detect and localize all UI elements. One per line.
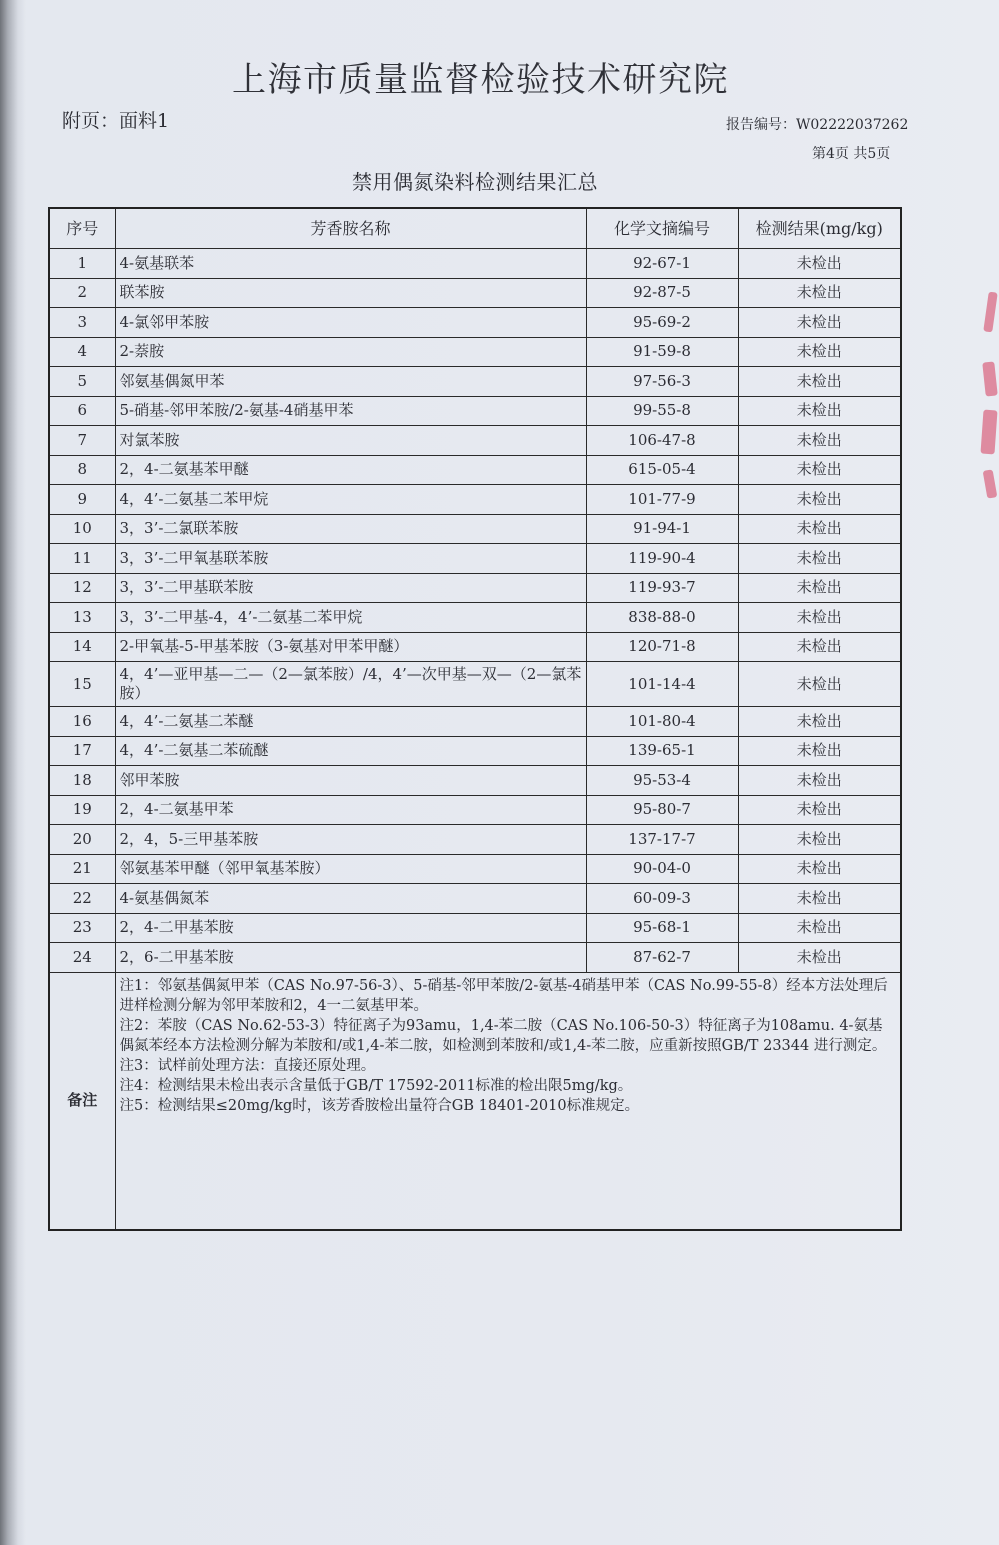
test-result-cell: 未检出 (738, 278, 901, 308)
amine-name-cell: 3，3’-二甲氧基联苯胺 (115, 544, 586, 574)
cas-number-cell: 615-05-4 (586, 455, 738, 485)
notes-content (115, 972, 901, 1230)
row-number-cell: 19 (49, 795, 115, 825)
note-item: 注2：苯胺（CAS No.62-53-3）特征离子为93amu，1,4-苯二胺（CAS No.106-50-3）特征离子为108amu. 4-氨基偶氮苯经本方法检测分解为苯胺和/或1,4-苯二胺，如检测到苯胺和/或1,4-苯二胺，应重新按照GB/T 23344 进行测定。 (119, 1017, 887, 1054)
amine-name-cell: 4，4’-二氨基二苯硫醚 (115, 736, 586, 766)
page-number: 第4页 共5页 (812, 146, 891, 162)
test-result-cell: 未检出 (738, 884, 901, 914)
test-result-cell: 未检出 (738, 795, 901, 825)
row-number-cell: 11 (49, 544, 115, 574)
test-result-cell: 未检出 (738, 426, 901, 456)
table-row (49, 707, 901, 737)
test-result-cell: 未检出 (738, 913, 901, 943)
cas-number-cell: 119-90-4 (586, 544, 738, 574)
cas-number-cell: 92-87-5 (586, 278, 738, 308)
row-number-cell: 5 (49, 367, 115, 397)
notes-list (120, 976, 897, 1116)
cas-number-cell: 838-88-0 (586, 603, 738, 633)
table-row (49, 736, 901, 766)
table-header-row (49, 208, 901, 249)
table-row (49, 249, 901, 279)
note-item: 注3：试样前处理方法：直接还原处理。 (119, 1057, 376, 1074)
amine-name-cell: 4-氨基偶氮苯 (115, 884, 586, 914)
cas-number-cell: 92-67-1 (586, 249, 738, 279)
cas-number-cell: 87-62-7 (586, 943, 738, 973)
row-number-cell: 17 (49, 736, 115, 766)
amine-name-cell: 3，3’-二氯联苯胺 (115, 514, 586, 544)
cas-number-cell: 95-68-1 (586, 913, 738, 943)
table-row (49, 455, 901, 485)
test-result-cell: 未检出 (738, 766, 901, 796)
amine-name-cell: 2，4-二氨基甲苯 (115, 795, 586, 825)
amine-name-cell: 4-氯邻甲苯胺 (115, 308, 586, 338)
test-result-cell: 未检出 (738, 337, 901, 367)
amine-name-cell: 4，4’-二氨基二苯醚 (115, 707, 586, 737)
table-row (49, 603, 901, 633)
row-number-cell: 1 (49, 249, 115, 279)
cas-number-cell: 101-14-4 (586, 662, 738, 707)
row-number-cell: 16 (49, 707, 115, 737)
note-item: 注5：检测结果≤20mg/kg时，该芳香胺检出量符合GB 18401-2010标准规定。 (119, 1097, 640, 1114)
cas-number-cell: 90-04-0 (586, 854, 738, 884)
amine-name-cell: 5-硝基-邻甲苯胺/2-氨基-4硝基甲苯 (115, 396, 586, 426)
table-row (49, 795, 901, 825)
row-number-cell: 24 (49, 943, 115, 973)
amine-name-cell: 2-萘胺 (115, 337, 586, 367)
test-result-cell: 未检出 (738, 485, 901, 515)
amine-name-cell: 2-甲氧基-5-甲基苯胺（3-氨基对甲苯甲醚） (115, 632, 586, 662)
table-row (49, 367, 901, 397)
test-result-cell: 未检出 (738, 707, 901, 737)
table-row (49, 544, 901, 574)
table-row (49, 308, 901, 338)
column-header-cas: 化学文摘编号 (586, 208, 738, 249)
row-number-cell: 7 (49, 426, 115, 456)
row-number-cell: 23 (49, 913, 115, 943)
amine-name-cell: 2，6-二甲基苯胺 (115, 943, 586, 973)
test-result-cell: 未检出 (738, 603, 901, 633)
test-result-cell: 未检出 (738, 943, 901, 973)
cas-number-cell: 95-69-2 (586, 308, 738, 338)
table-row (49, 913, 901, 943)
test-result-cell: 未检出 (738, 514, 901, 544)
notes-row (49, 972, 901, 1230)
table-row (49, 943, 901, 973)
test-result-cell: 未检出 (738, 249, 901, 279)
test-result-cell: 未检出 (738, 308, 901, 338)
cas-number-cell: 95-53-4 (586, 766, 738, 796)
cas-number-cell: 106-47-8 (586, 426, 738, 456)
row-number-cell: 9 (49, 485, 115, 515)
table-row (49, 485, 901, 515)
table-row (49, 884, 901, 914)
row-number-cell: 3 (49, 308, 115, 338)
table-body (49, 249, 901, 973)
table-row (49, 573, 901, 603)
document-title: 禁用偶氮染料检测结果汇总 (352, 170, 598, 194)
cas-number-cell: 101-80-4 (586, 707, 738, 737)
cas-number-cell: 91-59-8 (586, 337, 738, 367)
row-number-cell: 22 (49, 884, 115, 914)
row-number-cell: 6 (49, 396, 115, 426)
row-number-cell: 15 (49, 662, 115, 707)
row-number-cell: 21 (49, 854, 115, 884)
cas-number-cell: 99-55-8 (586, 396, 738, 426)
institute-name: 上海市质量监督检验技术研究院 (232, 60, 729, 100)
amine-name-cell: 4，4’-二氨基二苯甲烷 (115, 485, 586, 515)
table-row (49, 854, 901, 884)
row-number-cell: 2 (49, 278, 115, 308)
amine-name-cell: 2，4，5-三甲基苯胺 (115, 825, 586, 855)
test-result-cell: 未检出 (738, 736, 901, 766)
test-result-cell: 未检出 (738, 632, 901, 662)
amine-name-cell: 邻氨基偶氮甲苯 (115, 367, 586, 397)
test-result-cell: 未检出 (738, 825, 901, 855)
test-result-cell: 未检出 (738, 854, 901, 884)
row-number-cell: 14 (49, 632, 115, 662)
cas-number-cell: 91-94-1 (586, 514, 738, 544)
table-row (49, 766, 901, 796)
row-number-cell: 13 (49, 603, 115, 633)
table-row (49, 278, 901, 308)
notes-label: 备注 (49, 972, 115, 1230)
column-header-amine-name: 芳香胺名称 (115, 208, 586, 249)
amine-name-cell: 对氯苯胺 (115, 426, 586, 456)
row-number-cell: 12 (49, 573, 115, 603)
cas-number-cell: 137-17-7 (586, 825, 738, 855)
cas-number-cell: 139-65-1 (586, 736, 738, 766)
report-number: 报告编号：W02222037262 (726, 117, 909, 133)
column-header-result: 检测结果(mg/kg) (738, 208, 901, 249)
table-row (49, 632, 901, 662)
column-header-number: 序号 (49, 208, 115, 249)
note-item: 注1：邻氨基偶氮甲苯（CAS No.97-56-3）、5-硝基-邻甲苯胺/2-氨基-4硝基甲苯（CAS No.99-55-8）经本方法处理后进样检测分解为邻甲苯胺和2，4一二氨基甲苯。 (119, 977, 888, 1014)
table-row (49, 662, 901, 707)
test-result-cell: 未检出 (738, 573, 901, 603)
row-number-cell: 18 (49, 766, 115, 796)
table-row (49, 337, 901, 367)
amine-name-cell: 2，4-二氨基苯甲醚 (115, 455, 586, 485)
cas-number-cell: 119-93-7 (586, 573, 738, 603)
cas-number-cell: 60-09-3 (586, 884, 738, 914)
row-number-cell: 20 (49, 825, 115, 855)
cas-number-cell: 97-56-3 (586, 367, 738, 397)
row-number-cell: 8 (49, 455, 115, 485)
table-row (49, 396, 901, 426)
test-result-cell: 未检出 (738, 544, 901, 574)
amine-name-cell: 2，4-二甲基苯胺 (115, 913, 586, 943)
row-number-cell: 4 (49, 337, 115, 367)
row-number-cell: 10 (49, 514, 115, 544)
amine-name-cell: 4，4’—亚甲基—二—（2—氯苯胺）/4，4’—次甲基—双—（2—氯苯胺） (115, 662, 586, 707)
results-table (48, 207, 902, 1231)
amine-name-cell: 3，3’-二甲基-4，4’-二氨基二苯甲烷 (115, 603, 586, 633)
cas-number-cell: 95-80-7 (586, 795, 738, 825)
cas-number-cell: 120-71-8 (586, 632, 738, 662)
amine-name-cell: 联苯胺 (115, 278, 586, 308)
test-result-cell: 未检出 (738, 396, 901, 426)
appendix-label: 附页：面料1 (62, 110, 170, 132)
table-row (49, 514, 901, 544)
cas-number-cell: 101-77-9 (586, 485, 738, 515)
test-result-cell: 未检出 (738, 455, 901, 485)
test-result-cell: 未检出 (738, 367, 901, 397)
note-item: 注4：检测结果未检出表示含量低于GB/T 17592-2011标准的检出限5mg/kg。 (119, 1077, 633, 1094)
amine-name-cell: 4-氨基联苯 (115, 249, 586, 279)
amine-name-cell: 邻氨基苯甲醚（邻甲氧基苯胺） (115, 854, 586, 884)
table-row (49, 825, 901, 855)
table-row (49, 426, 901, 456)
test-result-cell: 未检出 (738, 662, 901, 707)
amine-name-cell: 3，3’-二甲基联苯胺 (115, 573, 586, 603)
amine-name-cell: 邻甲苯胺 (115, 766, 586, 796)
